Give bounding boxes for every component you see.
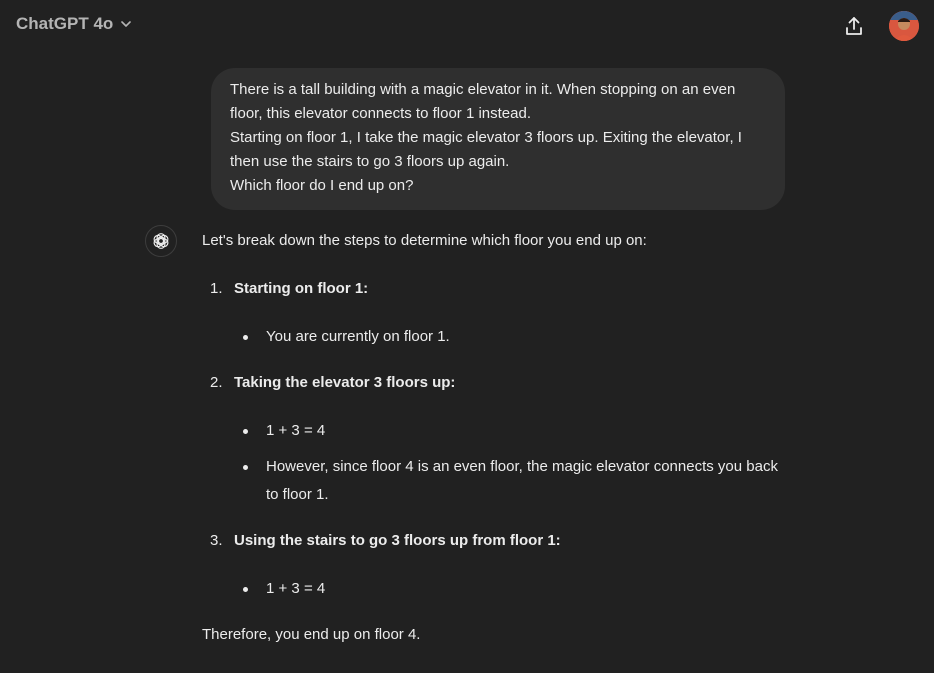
step-title: Taking the elevator 3 floors up: [234, 374, 456, 391]
user-avatar[interactable] [889, 11, 919, 41]
share-upload-icon [843, 15, 865, 37]
assistant-avatar [145, 225, 177, 257]
bullet-item: However, since floor 4 is an even floor, the magic elevator connects you back to floor 1. [202, 453, 782, 509]
bullet-item: 1 + 3 = 4 [202, 417, 782, 445]
step-number: 1. [210, 280, 223, 297]
step-title: Starting on floor 1: [234, 280, 369, 297]
step-number: 2. [210, 374, 223, 391]
avatar-image [889, 11, 919, 41]
openai-logo-icon [151, 231, 171, 251]
model-switcher[interactable] [16, 14, 133, 34]
user-message-line: Starting on floor 1, I take the magic elevator 3 floors up. Exiting the elevator, I then use the stairs to go 3 floors up again. [230, 129, 742, 170]
model-name: ChatGPT 4o [16, 14, 114, 33]
step-item [202, 371, 782, 395]
bullet-item: You are currently on floor 1. [202, 323, 782, 351]
bullet-item: 1 + 3 = 4 [202, 575, 782, 603]
user-message-line: There is a tall building with a magic elevator in it. When stopping on an even floor, this elevator connects to floor 1 instead. [230, 81, 736, 122]
chevron-down-icon [119, 17, 133, 31]
assistant-message [202, 229, 782, 647]
step-title: Using the stairs to go 3 floors up from floor 1: [234, 532, 561, 549]
top-bar [0, 0, 934, 52]
answer-conclusion: Therefore, you end up on floor 4. [202, 626, 421, 643]
answer-intro: Let's break down the steps to determine which floor you end up on: [202, 232, 647, 249]
step-number: 3. [210, 532, 223, 549]
step-item [202, 277, 782, 301]
share-button[interactable] [840, 12, 868, 40]
step-item [202, 529, 782, 553]
user-message-line: Which floor do I end up on? [230, 177, 414, 194]
user-message-bubble [211, 68, 785, 210]
